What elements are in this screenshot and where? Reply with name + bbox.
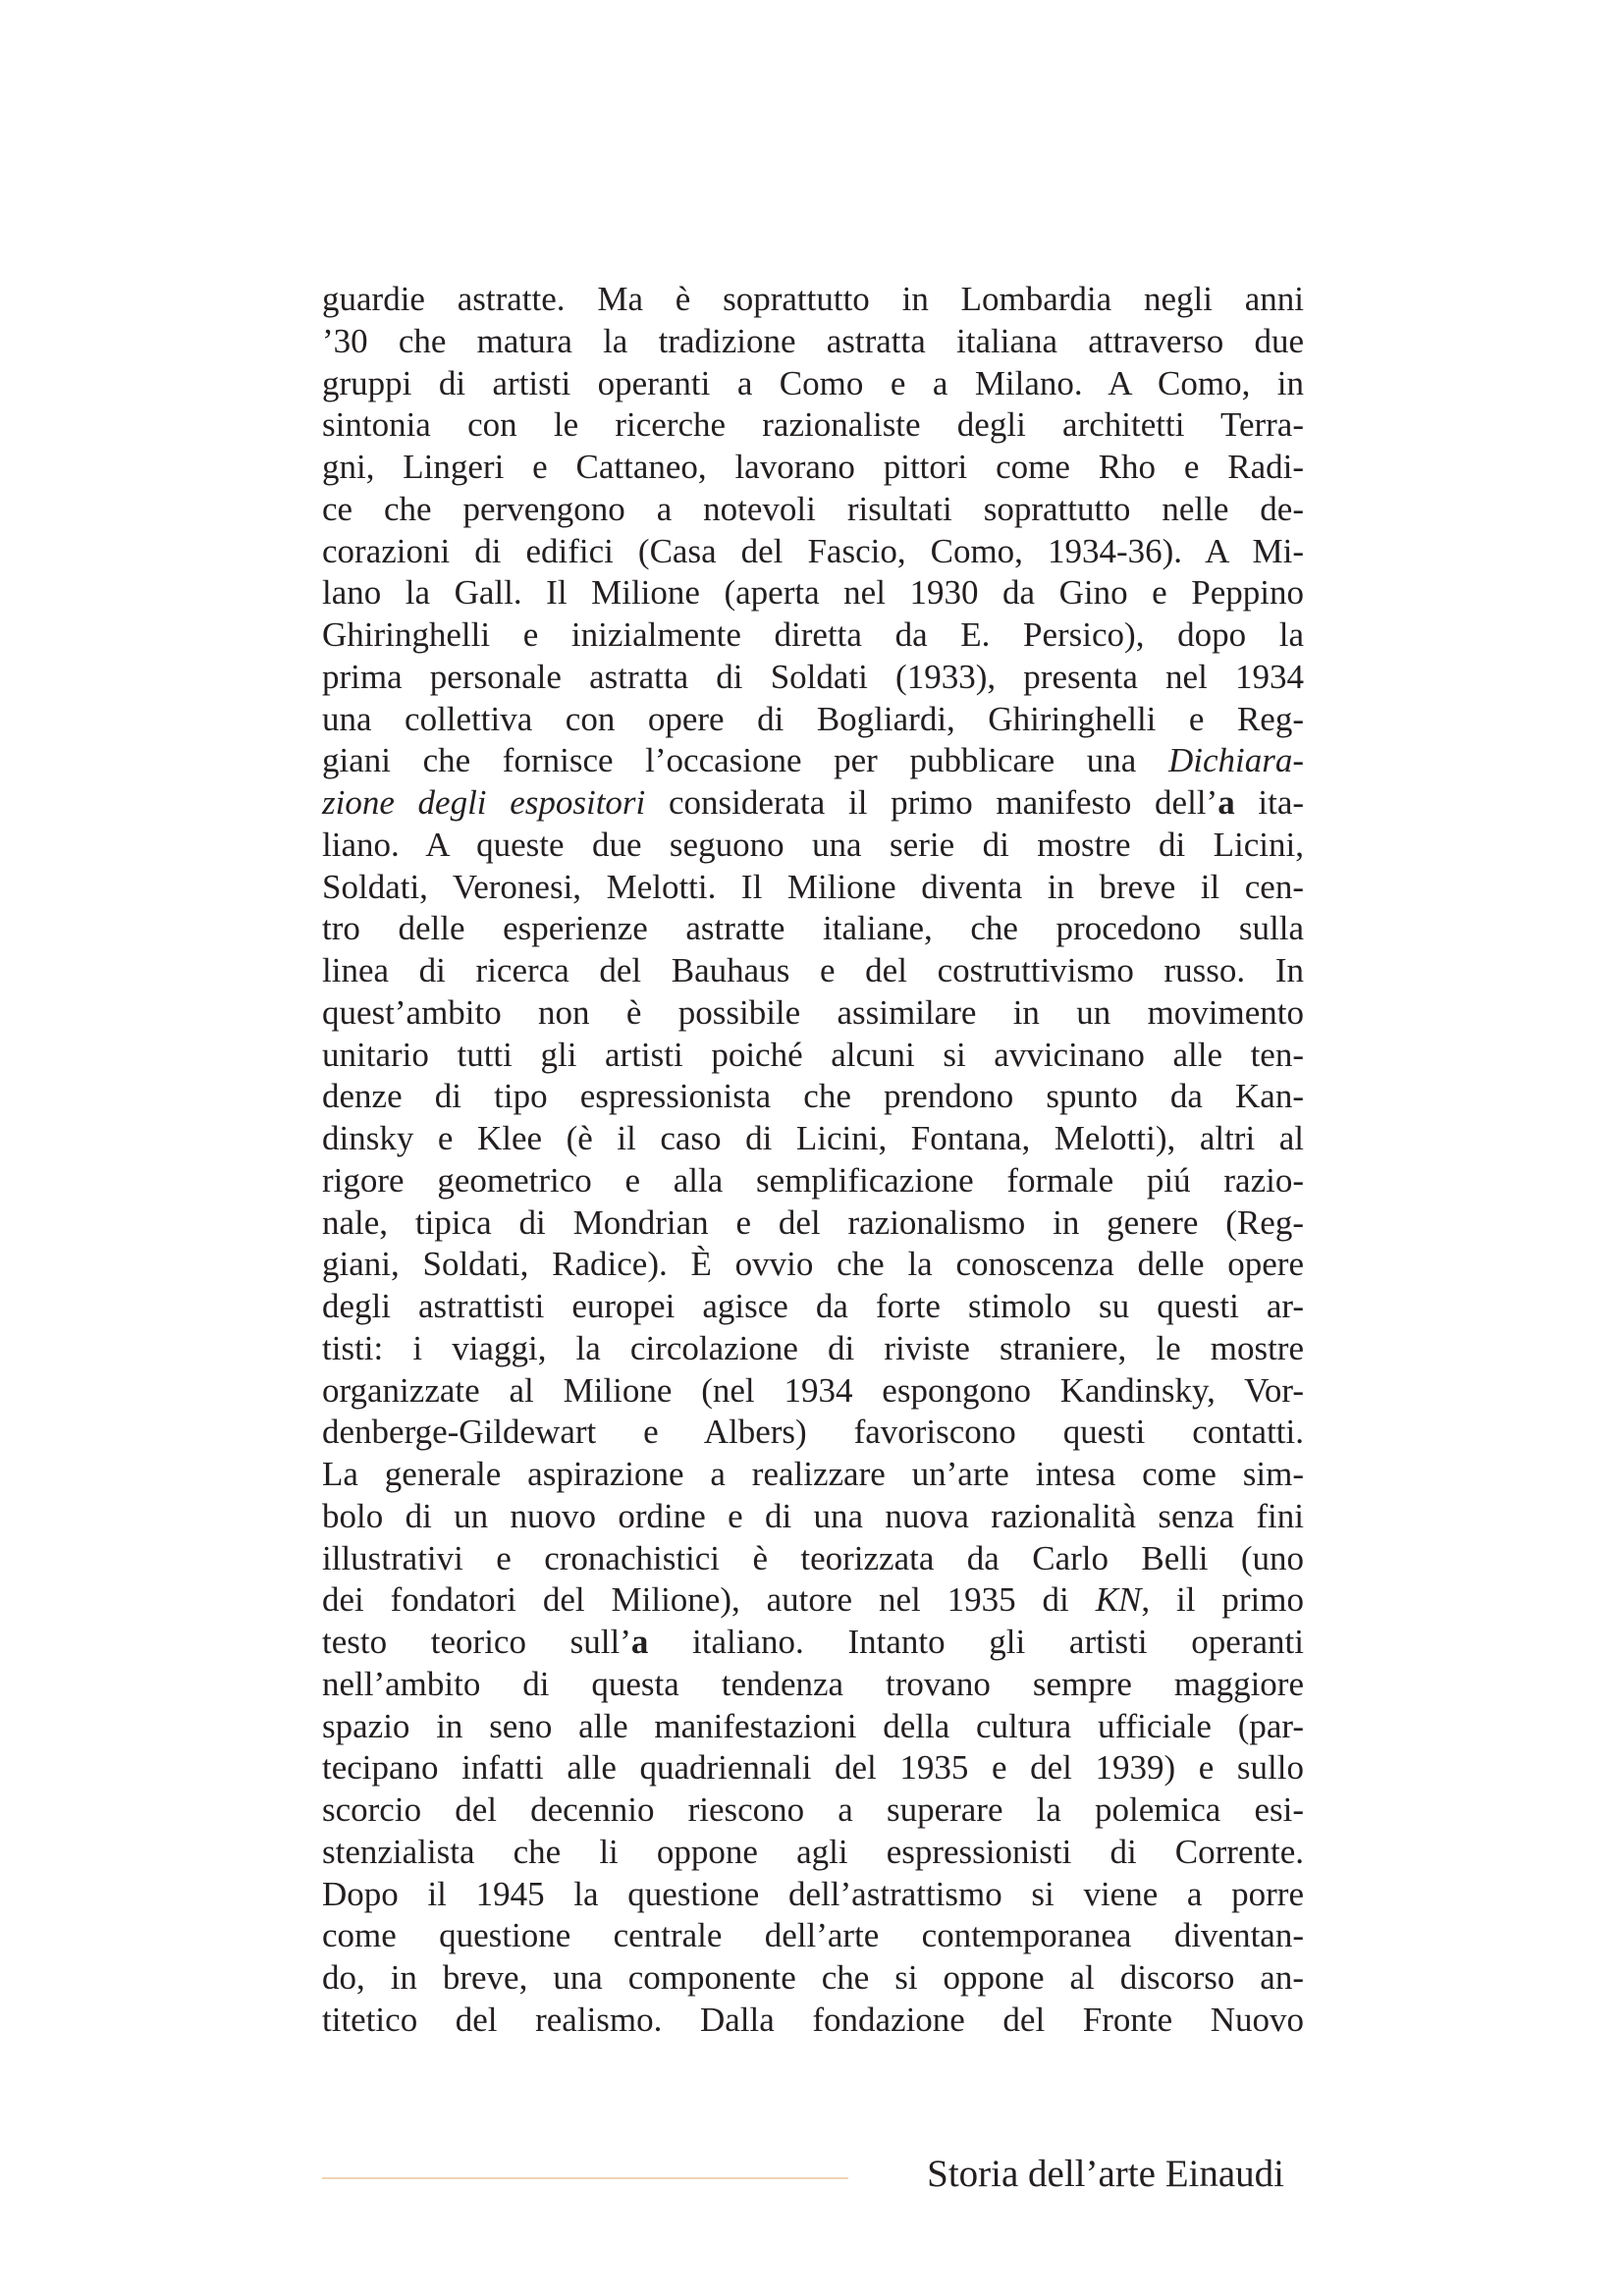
text-segment: Ghiringhelli e inizialmente diretta da E. Persico), dopo la	[322, 615, 1304, 654]
text-segment: linea di ricerca del Bauhaus e del costruttivismo russo. In	[322, 951, 1304, 989]
text-segment: testo teorico sull’	[322, 1623, 631, 1661]
text-line	[322, 1622, 1304, 1664]
text-segment: rigore geometrico e alla semplificazione formale piú razio-	[322, 1160, 1304, 1200]
text-line	[322, 489, 1304, 531]
text-line	[322, 2000, 1304, 2042]
text-line	[322, 1789, 1304, 1832]
text-segment: gni, Lingeri e Cattaneo, lavorano pittori come Rho e Radi-	[322, 448, 1304, 486]
text-line	[322, 1244, 1304, 1286]
text-segment: illustrativi e cronachistici è teorizzata da Carlo Belli (uno	[322, 1538, 1304, 1577]
text-line	[322, 950, 1304, 992]
text-line	[322, 614, 1304, 657]
text-line	[322, 1747, 1304, 1789]
text-segment: KN	[1095, 1580, 1142, 1620]
text-line	[322, 1160, 1304, 1202]
text-line	[322, 992, 1304, 1035]
text-segment: a	[630, 1623, 649, 1661]
text-segment: tro delle esperienze astratte italiane, che procedono sulla	[322, 909, 1304, 948]
body-text	[322, 279, 1304, 2042]
text-line	[322, 740, 1304, 782]
text-line	[322, 447, 1304, 489]
text-segment: tisti: i viaggi, la circolazione di riviste straniere, le mostre	[322, 1328, 1304, 1367]
text-line	[322, 1664, 1304, 1706]
text-segment: lano la Gall. Il Milione (aperta nel 1930 da Gino e Peppino	[322, 573, 1304, 613]
text-segment: gruppi di artisti operanti a Como e a Milano. A Como, in	[322, 363, 1304, 402]
text-segment: , il primo	[1141, 1580, 1304, 1620]
text-segment: nale, tipica di Mondrian e del razionalismo in genere (Reg-	[322, 1202, 1304, 1242]
text-line	[322, 867, 1304, 909]
text-segment: a	[1217, 783, 1235, 822]
text-segment: sintonia con le ricerche razionaliste degli architetti Terra-	[322, 405, 1304, 445]
text-segment: nell’ambito di questa tendenza trovano sempre maggiore	[322, 1664, 1304, 1703]
footer-rule	[322, 2177, 848, 2179]
text-line	[322, 699, 1304, 741]
text-segment: Dopo il 1945 la questione dell’astrattismo si viene a porre	[322, 1874, 1304, 1913]
text-segment: liano. A queste due seguono una serie di mostre di Licini,	[322, 825, 1304, 864]
text-line	[322, 1579, 1304, 1622]
text-segment: ’30 che matura la tradizione astratta italiana attraverso due	[322, 321, 1304, 360]
text-line	[322, 1915, 1304, 1957]
text-line	[322, 572, 1304, 614]
text-line	[322, 1118, 1304, 1160]
text-line	[322, 1202, 1304, 1245]
text-line	[322, 321, 1304, 363]
text-segment: una collettiva con opere di Bogliardi, Ghiringhelli e Reg-	[322, 699, 1304, 738]
text-line	[322, 1412, 1304, 1454]
text-segment: bolo di un nuovo ordine e di una nuova razionalità senza fini	[322, 1496, 1304, 1535]
text-line	[322, 363, 1304, 405]
text-segment: considerata il primo manifesto dell’	[645, 783, 1218, 822]
text-line	[322, 279, 1304, 321]
text-segment: corazioni di edifici (Casa del Fascio, Como, 1934-36). A Mi-	[322, 531, 1304, 570]
text-segment: Dichiara-	[1167, 741, 1304, 780]
text-segment: ce che pervengono a notevoli risultati soprattutto nelle de-	[322, 489, 1304, 528]
text-segment: italiano. Intanto gli artisti operanti	[648, 1623, 1304, 1661]
text-line	[322, 1957, 1304, 2000]
text-segment: scorcio del decennio riescono a superare la polemica esi-	[322, 1790, 1304, 1829]
text-segment: La generale aspirazione a realizzare un’arte intesa come sim-	[322, 1455, 1304, 1493]
text-line	[322, 1538, 1304, 1580]
text-line	[322, 1496, 1304, 1538]
text-line	[322, 1328, 1304, 1370]
text-line	[322, 825, 1304, 867]
text-line	[322, 1370, 1304, 1413]
text-line	[322, 1286, 1304, 1328]
text-segment: zione degli espositori	[322, 783, 646, 822]
text-segment: giani, Soldati, Radice). È ovvio che la conoscenza delle opere	[322, 1245, 1304, 1284]
text-segment: Soldati, Veronesi, Melotti. Il Milione diventa in breve il cen-	[322, 867, 1304, 906]
text-line	[322, 1874, 1304, 1916]
footer-title: Storia dell’arte Einaudi	[927, 2153, 1284, 2195]
text-segment: come questione centrale dell’arte contemporanea diventan-	[322, 1916, 1304, 1955]
text-segment: prima personale astratta di Soldati (1933), presenta nel 1934	[322, 657, 1304, 696]
text-segment: denze di tipo espressionista che prendono spunto da Kan-	[322, 1077, 1304, 1116]
text-segment: tecipano infatti alle quadriennali del 1935 e del 1939) e sullo	[322, 1748, 1304, 1788]
text-line	[322, 1454, 1304, 1496]
text-segment: dei fondatori del Milione), autore nel 1935 di	[322, 1580, 1096, 1620]
text-segment: degli astrattisti europei agisce da forte stimolo su questi ar-	[322, 1287, 1304, 1325]
text-segment: giani che fornisce l’occasione per pubblicare una	[322, 741, 1168, 780]
text-line	[322, 1832, 1304, 1874]
text-line	[322, 782, 1304, 825]
text-line	[322, 657, 1304, 699]
text-line	[322, 404, 1304, 447]
text-segment: denberge-Gildewart e Albers) favoriscono questi contatti.	[322, 1413, 1304, 1452]
text-segment: stenzialista che li oppone agli espressionisti di Corrente.	[322, 1832, 1304, 1871]
text-line	[322, 1706, 1304, 1748]
text-segment: spazio in seno alle manifestazioni della cultura ufficiale (par-	[322, 1706, 1304, 1745]
text-line	[322, 531, 1304, 573]
text-line	[322, 1076, 1304, 1118]
text-line	[322, 1035, 1304, 1077]
text-segment: quest’ambito non è possibile assimilare in un movimento	[322, 992, 1304, 1032]
text-segment: ita-	[1234, 783, 1305, 822]
text-segment: titetico del realismo. Dalla fondazione del Fronte Nuovo	[322, 2000, 1304, 2039]
text-segment: do, in breve, una componente che si oppone al discorso an-	[322, 1958, 1304, 1997]
text-segment: organizzate al Milione (nel 1934 espongono Kandinsky, Vor-	[322, 1370, 1304, 1410]
text-segment: unitario tutti gli artisti poiché alcuni si avvicinano alle ten-	[322, 1035, 1304, 1074]
text-line	[322, 908, 1304, 950]
text-segment: guardie astratte. Ma è soprattutto in Lombardia negli anni	[322, 280, 1304, 318]
text-segment: dinsky e Klee (è il caso di Licini, Fontana, Melotti), altri al	[322, 1119, 1304, 1157]
